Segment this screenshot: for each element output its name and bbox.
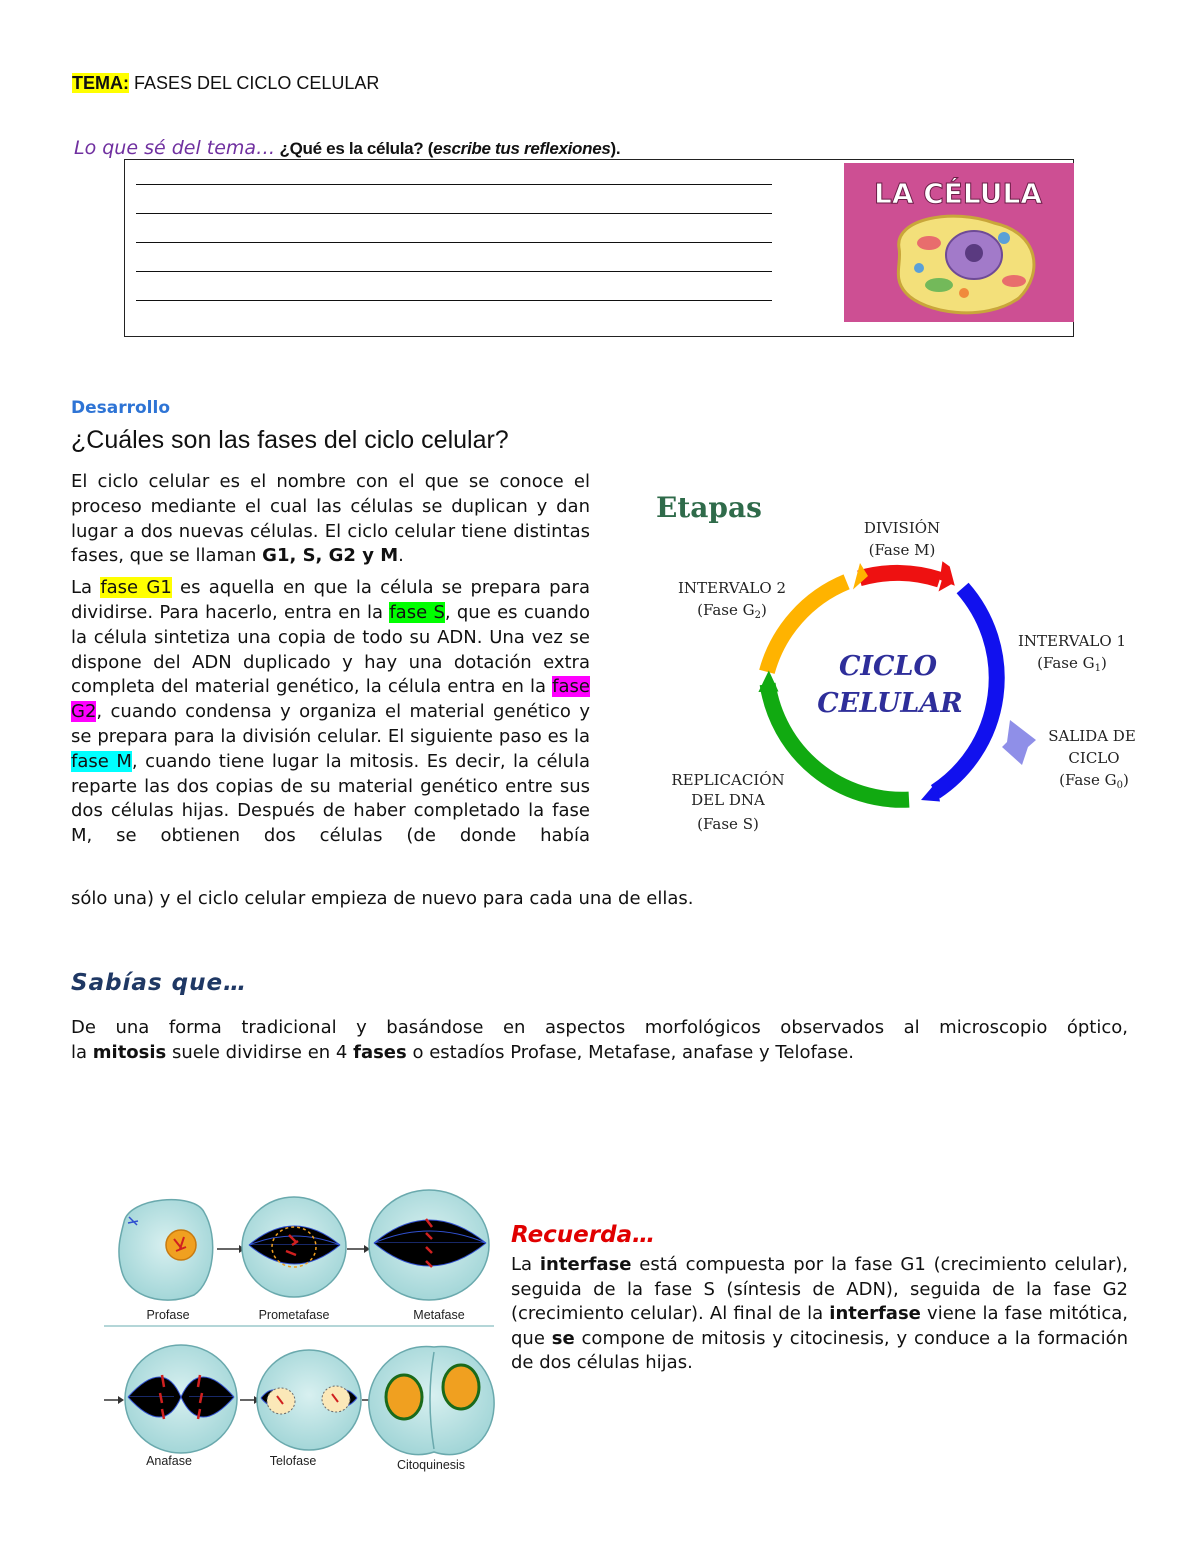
cell-metafase [369, 1190, 489, 1300]
writing-line[interactable] [136, 271, 772, 272]
label-s-1: REPLICACIÓN [671, 771, 785, 789]
cell-image-title: LA CÉLULA [874, 177, 1043, 210]
cell-illustration [844, 163, 1074, 322]
label-g2-1: INTERVALO 2 [678, 579, 786, 597]
label-profase: Profase [146, 1308, 190, 1322]
label-g0-2: CICLO [1068, 749, 1120, 767]
label-m-1: DIVISIÓN [863, 519, 941, 537]
label-telofase: Telofase [269, 1454, 317, 1468]
cell-citoquinesis [369, 1346, 494, 1454]
writing-line[interactable] [136, 300, 772, 301]
highlight-s: fase S [389, 601, 445, 623]
cell-profase [119, 1200, 213, 1300]
arrow-exit [1002, 720, 1036, 765]
label-g2-2: (Fase $G_2$) [697, 601, 767, 621]
prior-question: ¿Qué es la célula? (escribe tus reflexiones). [275, 139, 621, 158]
label-g0-3: (Fase $G_0$) [1059, 771, 1129, 791]
cell-anafase [125, 1345, 237, 1453]
section-question: ¿Cuáles son las fases del ciclo celular? [71, 426, 509, 454]
highlight-g1: fase G1 [100, 577, 172, 599]
diagram-title: Etapas [656, 491, 762, 524]
cycle-explanation [71, 470, 590, 856]
recuerda-text: La interfase está compuesta por la fase G1 (crecimiento celular), seguida de la fase S (síntesis de ADN), seguida de la fase G2 (crecimiento celular). Al final de la interfase viene la fase mitótica, que se compone de mitosis y citocinesis, y conduce a la formación de dos células hijas. [511, 1254, 1129, 1374]
paragraph-2: La fase G1 es aquella en que la célula se prepara para dividirse. Para hacerlo, entra en la fase S, que es cuando la célula sintetiza una copia de todo su ADN. Una vez se dispone del ADN duplicado y hay una dotación extra completa del material genético, la célula entra en la fase G2, cuando condensa y organiza el material genético y se prepara para la división celular. El siguiente paso es la fase M, cuando tiene lugar la mitosis. Es decir, la célula reparte las dos copias de su material genético entre sus dos células hijas. Después de haber completado la fase M, se obtienen dos células (de donde había [71, 577, 590, 847]
label-citoquinesis: Citoquinesis [396, 1458, 466, 1472]
paragraph-1: El ciclo celular es el nombre con el que se conoce el proceso mediante el cual las células se duplican y dan lugar a dos nuevas células. El ciclo celular tiene distintas fases, que se llaman G1, S, G2 y M. [71, 471, 590, 567]
center-label-ciclo: CICLO [838, 651, 938, 682]
topic-label: TEMA: [72, 73, 129, 93]
label-s-3: (Fase S) [697, 815, 759, 833]
topic-title: FASES DEL CICLO CELULAR [129, 73, 380, 93]
recuerda-heading: Recuerda… [511, 1222, 656, 1248]
sabias-heading: Sabías que… [71, 970, 248, 996]
section-label-desarrollo: Desarrollo [71, 398, 171, 418]
prior-knowledge-prompt [74, 137, 620, 159]
label-s-2: DEL DNA [691, 791, 765, 809]
sabias-text: De una forma tradicional y basándose en aspectos morfológicos observados al microscopio óptico, la mitosis suele dividirse en 4 fases o estadíos Profase, Metafase, anafase y Telofase. [71, 1017, 1128, 1063]
topic-heading [72, 73, 379, 94]
label-prometafase: Prometafase [258, 1308, 330, 1322]
center-label-celular: CELULAR [817, 688, 963, 719]
highlight-m: fase M [71, 750, 132, 772]
cell-cycle-diagram [650, 485, 1150, 845]
label-m-2: (Fase M) [868, 541, 936, 559]
cell-telofase [257, 1350, 361, 1450]
cell-prometafase [242, 1197, 346, 1297]
label-g1-2: (Fase $G_1$) [1037, 654, 1107, 674]
label-anafase: Anafase [146, 1454, 192, 1468]
writing-line[interactable] [136, 213, 772, 214]
label-g0-1: SALIDA DE [1048, 727, 1136, 745]
paragraph-2-tail: sólo una) y el ciclo celular empieza de nuevo para cada una de ellas. [71, 888, 694, 909]
mitosis-phases-diagram [104, 1187, 499, 1477]
label-metafase: Metafase [413, 1308, 465, 1322]
arc-m [859, 573, 939, 580]
label-g1-1: INTERVALO 1 [1018, 632, 1126, 650]
prior-knowledge-lead: Lo que sé del tema… [74, 137, 276, 159]
writing-line[interactable] [136, 184, 772, 185]
writing-line[interactable] [136, 242, 772, 243]
highlight-g2: fase G2 [71, 676, 590, 723]
